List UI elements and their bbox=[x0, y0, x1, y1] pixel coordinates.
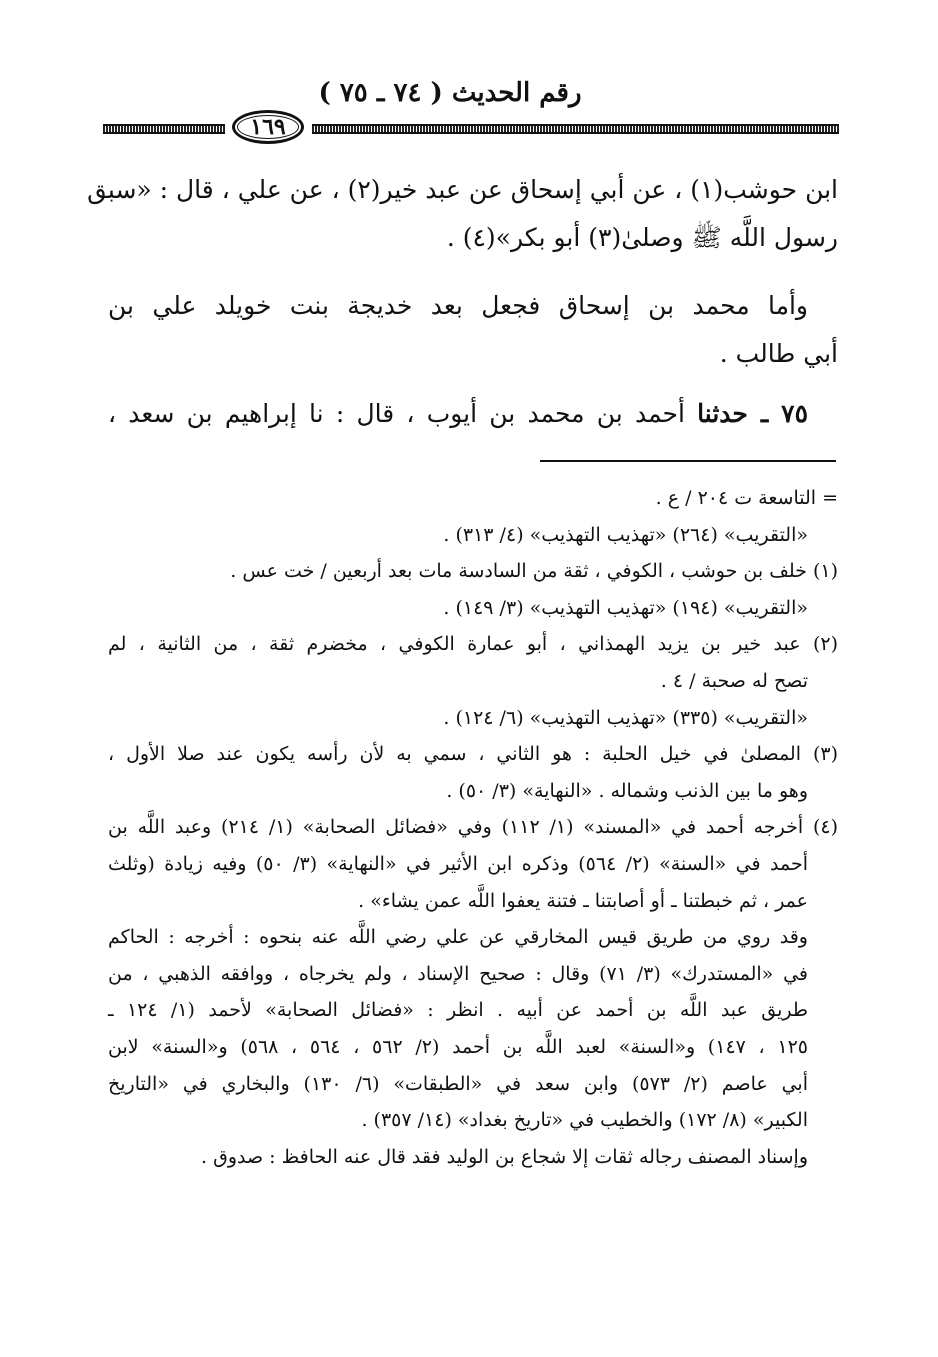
footnote-line: عمر ، ثم خبطتنا ـ أو أصابتنا ـ فتنة يعفوا اللَّه عمن يشاء» . bbox=[358, 889, 808, 912]
main-line bbox=[108, 390, 838, 438]
footnote-line: وإسناد المصنف رجاله ثقات إلا شجاع بن الوليد فقد قال عنه الحافظ : صدوق . bbox=[201, 1145, 808, 1168]
hadith-text: أحمد بن محمد بن أيوب ، قال : نا إبراهيم بن سعد ، bbox=[108, 399, 698, 428]
main-line: ابن حوشب(١) ، عن أبي إسحاق عن عبد خير(٢) ، عن علي ، قال : «سبق bbox=[87, 175, 838, 204]
footnote-line: وهو ما بين الذنب وشماله . «النهاية» (٣/ ٥٠) . bbox=[446, 779, 808, 802]
footnote-line: (٣) المصلىٰ في خيل الحلبة : هو الثاني ، سمي به لأن رأسه يكون عند صلا الأول ، bbox=[108, 743, 838, 766]
header-rule-left bbox=[103, 124, 225, 134]
footnote-line: طريق عبد اللَّه بن أحمد عن أبيه . انظر : «فضائل الصحابة» لأحمد (١/ ١٢٤ ـ bbox=[108, 999, 808, 1022]
footnote-line: أحمد في «السنة» (٢/ ٥٦٤) وذكره ابن الأثير في «النهاية» (٣/ ٥٠) وفيه زيادة (وثلث bbox=[108, 852, 808, 875]
footnote-line: ١٢٥ ، ١٤٧) و«السنة» لعبد اللَّه بن أحمد (٢/ ٥٦٢ ، ٥٦٤ ، ٥٦٨) و«السنة» لابن bbox=[108, 1035, 808, 1058]
main-paragraph-1 bbox=[87, 166, 838, 262]
header-rule-right bbox=[312, 124, 839, 134]
page-number-badge: ١٦٩ bbox=[232, 110, 304, 144]
hadith-number: ٧٥ ـ حدثنا bbox=[697, 399, 808, 428]
footnote-line: (٤) أخرجه أحمد في «المسند» (١/ ١١٢) وفي «فضائل الصحابة» (١/ ٢١٤) وعبد اللَّه بن bbox=[108, 816, 838, 839]
footnote-line: (٢) عبد خير بن يزيد الهمذاني ، أبو عمارة الكوفي ، مخضرم ثقة ، من الثانية ، لم bbox=[108, 633, 838, 656]
footnote-line: «التقريب» (٢٦٤) «تهذيب التهذيب» (٤/ ٣١٣) . bbox=[443, 523, 808, 546]
hadith-75-opening bbox=[108, 390, 838, 438]
footnote-line: أبي عاصم (٢/ ٥٧٣) وابن سعد في «الطبقات» (٦/ ١٣٠) والبخاري في «التاريخ bbox=[108, 1072, 808, 1095]
main-paragraph-2 bbox=[108, 282, 838, 378]
footnotes bbox=[108, 480, 838, 1175]
main-line: أبي طالب . bbox=[719, 339, 838, 368]
running-header-title: رقم الحديث ( ٧٤ ـ ٧٥ ) bbox=[318, 78, 582, 108]
footnote-line: تصح له صحبة / ٤ . bbox=[660, 669, 808, 692]
main-line: وأما محمد بن إسحاق فجعل بعد خديجة بنت خويلد علي بن bbox=[108, 291, 808, 320]
footnote-line: (١) خلف بن حوشب ، الكوفي ، ثقة من السادسة مات بعد أربعين / خت عس . bbox=[230, 560, 838, 583]
footnote-line: وقد روي من طريق قيس المخارقي عن علي رضي اللَّه عنه بنحوه : أخرجه : الحاكم bbox=[108, 926, 808, 949]
footnote-line: «التقريب» (١٩٤) «تهذيب التهذيب» (٣/ ١٤٩) . bbox=[443, 596, 808, 619]
footnote-separator bbox=[540, 460, 836, 462]
footnote-line: الكبير» (٨/ ١٧٢) والخطيب في «تاريخ بغداد» (١٤/ ٣٥٧) . bbox=[361, 1109, 808, 1132]
footnote-line: = التاسعة ت ٢٠٤ / ع . bbox=[655, 487, 838, 509]
main-line: رسول اللَّه ﷺ وصلىٰ(٣) أبو بكر»(٤) . bbox=[446, 223, 838, 252]
footnote-line: «التقريب» (٣٣٥) «تهذيب التهذيب» (٦/ ١٢٤) . bbox=[443, 706, 808, 729]
footnote-line: في «المستدرك» (٣/ ٧١) وقال : صحيح الإسناد ، ولم يخرجاه ، ووافقه الذهبي ، من bbox=[108, 962, 808, 985]
